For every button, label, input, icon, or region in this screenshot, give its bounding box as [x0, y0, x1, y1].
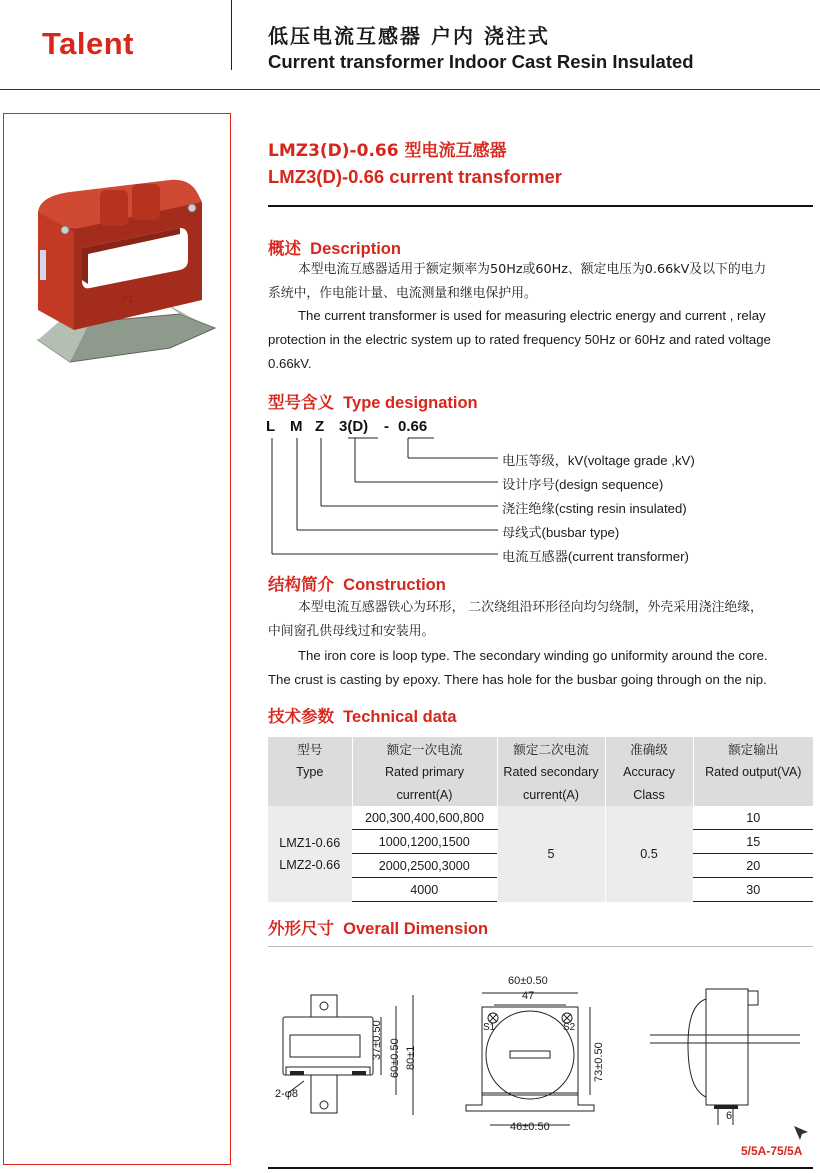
type-cell: [268, 806, 352, 902]
construction-cn-line1: 本型电流互感器铁心为环形， 二次绕组沿环形径向均匀绕制，外壳采用浇注绝缘，: [298, 600, 763, 615]
brand-logo: Talent: [42, 26, 134, 61]
table-header-row-cn: [268, 737, 813, 760]
technical-heading-cn: 技术参数: [268, 708, 334, 726]
dimension-heading: [268, 915, 488, 939]
th-type-en: Type: [296, 764, 324, 779]
th-output-cn: 额定输出: [693, 737, 813, 760]
svg-text:P1: P1: [122, 294, 134, 304]
dim-width-47: 47: [522, 990, 535, 1002]
section-rule: [268, 205, 813, 207]
primary-cell-0: 200,300,400,600,800: [352, 806, 497, 830]
construction-en-line2: The crust is casting by epoxy. There has hole for the busbar going through on the nip.: [268, 672, 767, 687]
table-row: [268, 806, 813, 830]
table-header-row-en1: [268, 760, 813, 783]
header-title-en: Current transformer Indoor Cast Resin Insulated: [268, 51, 694, 72]
designation-label-resin: 浇注绝缘(csting resin insulated): [502, 501, 687, 516]
dimension-heading-en: Overall Dimension: [343, 920, 489, 938]
th-accuracy-en2: Class: [605, 783, 693, 806]
primary-cell-3: 4000: [352, 878, 497, 902]
description-heading: [268, 235, 401, 259]
description-cn-line1: 本型电流互感器适用于额定频率为50Hz或60Hz、额定电压为0.66kV及以下的电力: [298, 262, 767, 277]
type-heading-en: Type designation: [343, 394, 478, 412]
type-heading-cn: 型号含义: [268, 394, 334, 412]
primary-cell-2: 2000,2500,3000: [352, 854, 497, 878]
product-title-en: LMZ3(D)-0.66 current transformer: [268, 166, 563, 187]
secondary-cell: 5: [497, 806, 605, 902]
product-photo: [30, 172, 220, 382]
construction-heading-cn: 结构简介: [268, 576, 334, 594]
footer-rule: [268, 1167, 813, 1169]
th-accuracy-en1: Accuracy: [605, 760, 693, 783]
th-secondary-en2: current(A): [497, 783, 605, 806]
code-M: M: [290, 418, 303, 435]
construction-heading-en: Construction: [343, 576, 446, 594]
dim-height-73: 73±0.50: [593, 1042, 605, 1082]
ratio-label: 5/5A-75/5A: [741, 1144, 803, 1158]
th-primary-en1: Rated primary: [352, 760, 497, 783]
terminal-s2: S2: [563, 1022, 576, 1033]
th-output-en1: Rated output(VA): [693, 760, 813, 783]
construction-cn-line2: 中间窗孔供母线过和安装用。: [268, 624, 435, 639]
dim-width-60: 60±0.50: [508, 975, 548, 987]
th-primary-en2: current(A): [352, 783, 497, 806]
code-Z: Z: [315, 418, 325, 435]
dim-80: 80±1: [405, 1045, 417, 1070]
primary-cell-1: 1000,1200,1500: [352, 830, 497, 854]
arrow-icon: [792, 1124, 810, 1142]
output-cell-2: 20: [693, 854, 813, 878]
designation-leader-lines: [262, 436, 502, 562]
code-voltage: 0.66: [398, 418, 428, 435]
th-primary-cn: 额定一次电流: [352, 737, 497, 760]
product-title-cn: LMZ3(D)-0.66 型电流互感器: [268, 141, 507, 161]
technical-data-table: [268, 737, 813, 902]
type-lmz1: LMZ1-0.66: [279, 835, 341, 850]
header-title-cn: 低压电流互感器 户内 浇注式: [268, 24, 550, 48]
designation-label-sequence: 设计序号(design sequence): [502, 477, 664, 492]
technical-heading-en: Technical data: [343, 708, 457, 726]
th-secondary-en1: Rated secondary: [497, 760, 605, 783]
th-type-cn: 型号: [297, 743, 323, 757]
code-dash: -: [384, 418, 389, 435]
end-view-drawing: [648, 985, 808, 1130]
code-L: L: [266, 418, 276, 435]
code-design: 3(D): [339, 418, 369, 435]
designation-label-ct: 电流互感器(current transformer): [502, 549, 689, 564]
dim-foot-6: 6: [726, 1110, 733, 1122]
dim-hole: 2-φ8: [275, 1088, 299, 1100]
output-cell-3: 30: [693, 878, 813, 902]
th-accuracy-cn: 准确级: [605, 737, 693, 760]
type-lmz2: LMZ2-0.66: [279, 857, 341, 872]
table-header-row-en2: [268, 783, 813, 806]
designation-label-busbar: 母线式(busbar type): [502, 525, 620, 540]
header-rule: [0, 89, 820, 90]
dimension-rule: [268, 946, 813, 947]
description-en-line1: The current transformer is used for measuring electric energy and current , relay: [298, 308, 766, 323]
accuracy-cell: 0.5: [605, 806, 693, 902]
designation-label-voltage: 电压等级，kV(voltage grade ,kV): [502, 453, 695, 468]
type-designation-heading: [268, 389, 478, 413]
header-divider: [231, 0, 232, 70]
construction-en-line1: The iron core is loop type. The secondary winding go uniformity around the core.: [298, 648, 768, 663]
description-heading-cn: 概述: [268, 240, 301, 258]
dim-base-46: 46±0.50: [510, 1121, 550, 1133]
th-output-en2: [693, 783, 813, 806]
description-cn-line2: 系统中，作电能计量、电流测量和继电保护用。: [268, 286, 537, 301]
technical-heading: [268, 703, 457, 727]
dim-37: 37±0.50: [371, 1020, 383, 1060]
dim-60: 60±0.50: [389, 1038, 401, 1078]
output-cell-1: 15: [693, 830, 813, 854]
output-cell-0: 10: [693, 806, 813, 830]
front-view-drawing: [460, 985, 610, 1140]
description-heading-en: Description: [310, 240, 401, 258]
description-en-line3: 0.66kV.: [268, 356, 312, 371]
dimension-heading-cn: 外形尺寸: [268, 920, 334, 938]
th-type-en2: [268, 783, 352, 806]
terminal-s1: S1: [483, 1022, 496, 1033]
th-secondary-cn: 额定二次电流: [497, 737, 605, 760]
description-en-line2: protection in the electric system up to rated frequency 50Hz or 60Hz and rated voltage: [268, 332, 771, 347]
construction-heading: [268, 571, 446, 595]
